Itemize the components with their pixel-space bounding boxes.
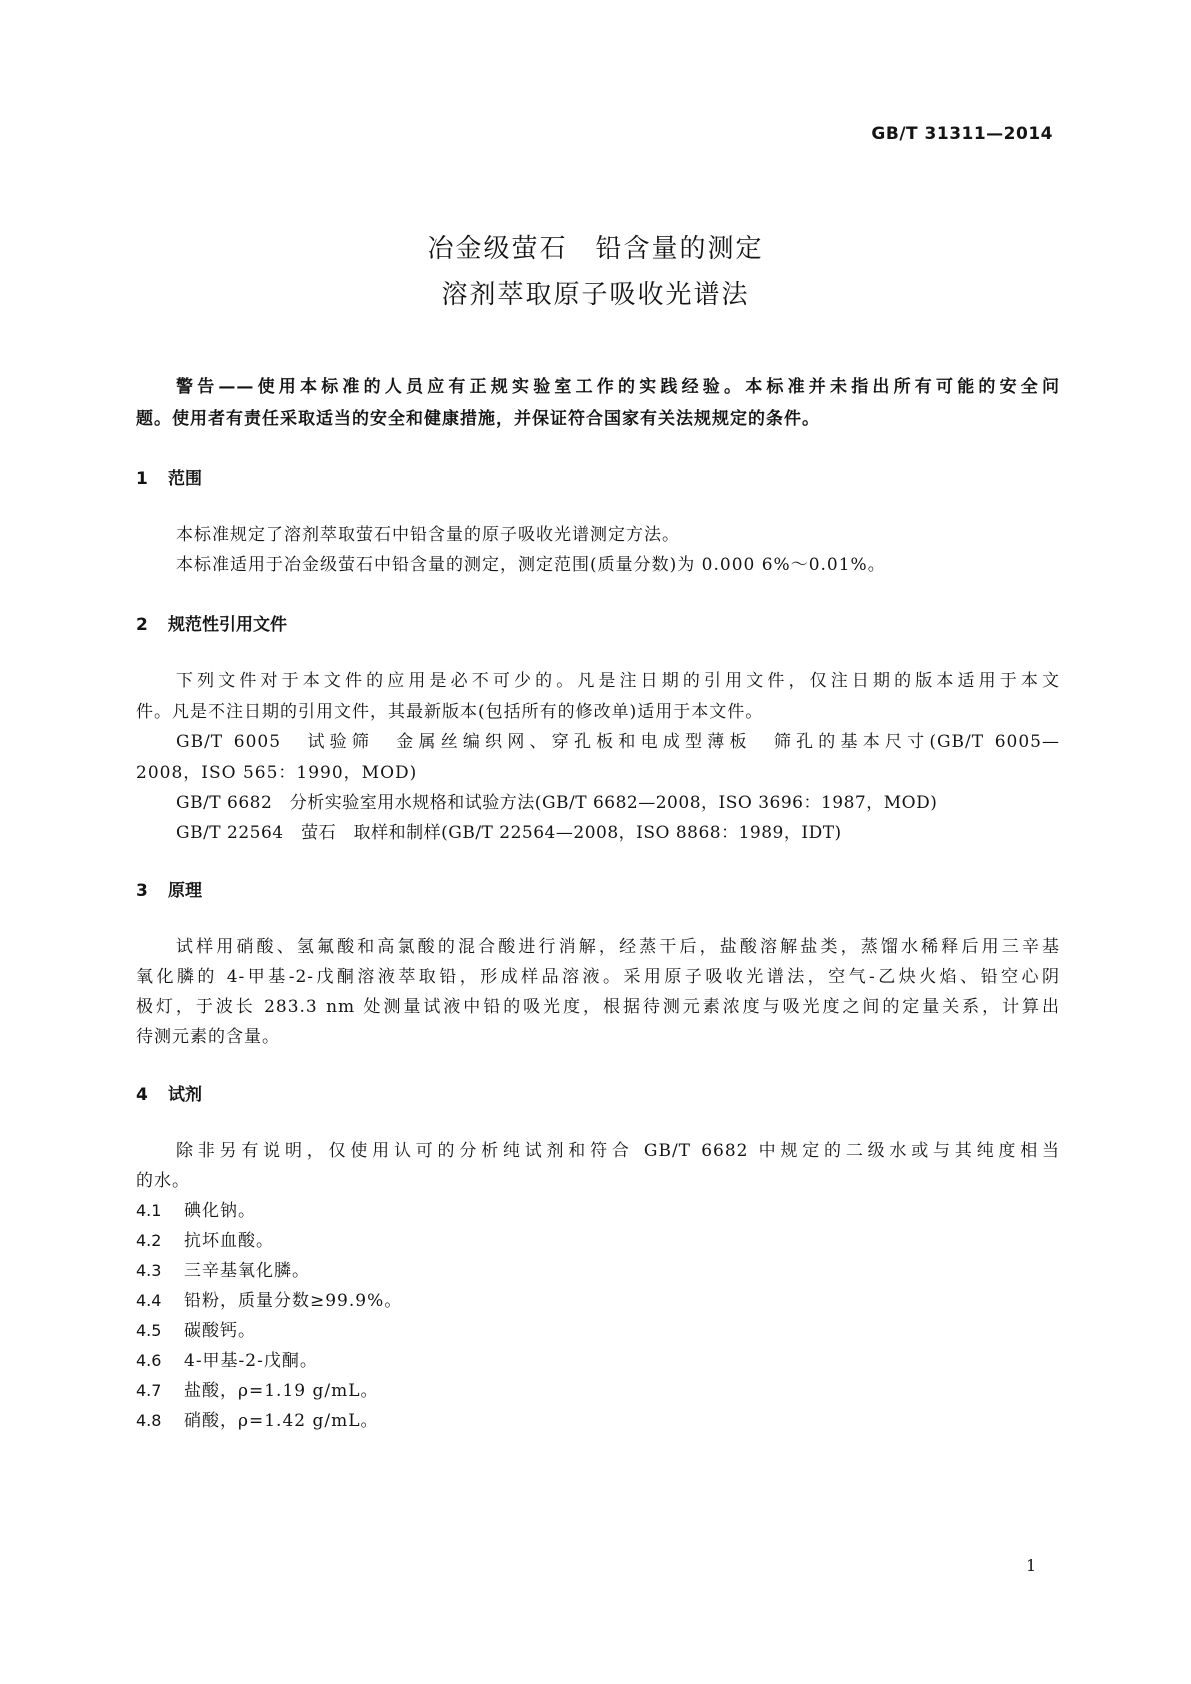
reagent-item: [136, 1346, 318, 1371]
section-3-heading: [136, 876, 202, 901]
section-2-paragraph-line1: 下列文件对于本文件的应用是必不可少的。凡是注日期的引用文件，仅注日期的版本适用于本文: [176, 671, 1060, 691]
section-4-heading: [136, 1080, 202, 1105]
reagent-text: 铅粉，质量分数≥99.9%。: [184, 1291, 403, 1311]
reagent-number: 4.1: [136, 1201, 162, 1220]
section-4-intro-line2: 的水。: [136, 1171, 190, 1191]
section-title: 原理: [168, 881, 202, 901]
section-number: 2: [136, 615, 148, 635]
reagent-text: 碳酸钙。: [184, 1321, 256, 1341]
reagent-item: [136, 1376, 379, 1401]
reagent-text: 盐酸，ρ=1.19 g/mL。: [184, 1381, 379, 1401]
section-3-line4: 待测元素的含量。: [136, 1027, 280, 1047]
section-3-line1: 试样用硝酸、氢氟酸和高氯酸的混合酸进行消解，经蒸干后，盐酸溶解盐类，蒸馏水稀释后用三辛基: [176, 937, 1060, 957]
section-title: 试剂: [168, 1085, 202, 1105]
reagent-number: 4.6: [136, 1351, 162, 1370]
reagent-item: [136, 1406, 379, 1431]
reagent-text: 4-甲基-2-戊酮。: [184, 1351, 318, 1371]
standard-code: GB/T 31311—2014: [871, 124, 1053, 144]
reference-gbt6005-line2: 2008，ISO 565：1990，MOD): [136, 763, 418, 783]
document-title-line1: 冶金级萤石 铅含量的测定: [427, 234, 764, 264]
warning-line1: 警告——使用本标准的人员应有正规实验室工作的实践经验。本标准并未指出所有可能的安全问: [176, 377, 1060, 397]
warning-line2: 题。使用者有责任采取适当的安全和健康措施，并保证符合国家有关法规规定的条件。: [136, 409, 820, 429]
reagent-text: 抗坏血酸。: [184, 1231, 274, 1251]
reference-gbt6005-line1: GB/T 6005 试验筛 金属丝编织网、穿孔板和电成型薄板 筛孔的基本尺寸(GB/T 6005—: [176, 732, 1060, 752]
reagent-item: [136, 1256, 310, 1281]
reagent-item: [136, 1286, 402, 1311]
page-number: 1: [1026, 1556, 1037, 1575]
reagent-number: 4.3: [136, 1261, 162, 1280]
section-2-heading: [136, 610, 287, 635]
reagent-number: 4.4: [136, 1291, 162, 1310]
reagent-text: 硝酸，ρ=1.42 g/mL。: [184, 1411, 379, 1431]
reagent-number: 4.2: [136, 1231, 162, 1250]
section-4-intro-line1: 除非另有说明，仅使用认可的分析纯试剂和符合 GB/T 6682 中规定的二级水或与其纯度相当: [176, 1141, 1060, 1161]
reagent-item: [136, 1316, 256, 1341]
reagent-item: [136, 1226, 274, 1251]
reagent-number: 4.5: [136, 1321, 162, 1340]
section-1-paragraph-1: 本标准规定了溶剂萃取萤石中铅含量的原子吸收光谱测定方法。: [176, 525, 680, 545]
reference-gbt22564: GB/T 22564 萤石 取样和制样(GB/T 22564—2008，ISO 8868：1989，IDT): [176, 823, 842, 843]
section-number: 1: [136, 469, 148, 489]
reagent-number: 4.8: [136, 1411, 162, 1430]
reagent-number: 4.7: [136, 1381, 162, 1400]
section-1-heading: [136, 464, 202, 489]
reagent-item: [136, 1196, 256, 1221]
reagent-text: 碘化钠。: [184, 1201, 256, 1221]
section-number: 3: [136, 881, 148, 901]
document-title-line2: 溶剂萃取原子吸收光谱法: [441, 280, 750, 310]
section-title: 范围: [168, 469, 202, 489]
section-3-line2: 氧化膦的 4-甲基-2-戊酮溶液萃取铅，形成样品溶液。采用原子吸收光谱法，空气-乙炔火焰、铅空心阴: [136, 967, 1060, 987]
reagent-text: 三辛基氧化膦。: [184, 1261, 310, 1281]
section-number: 4: [136, 1085, 148, 1105]
section-2-paragraph-line2: 件。凡是不注日期的引用文件，其最新版本(包括所有的修改单)适用于本文件。: [136, 702, 764, 722]
section-1-paragraph-2: 本标准适用于冶金级萤石中铅含量的测定，测定范围(质量分数)为 0.000 6%～0.01%。: [176, 555, 886, 575]
section-3-line3: 极灯，于波长 283.3 nm 处测量试液中铅的吸光度，根据待测元素浓度与吸光度之间的定量关系，计算出: [136, 997, 1060, 1017]
reference-gbt6682: GB/T 6682 分析实验室用水规格和试验方法(GB/T 6682—2008，ISO 3696：1987，MOD): [176, 793, 938, 813]
section-title: 规范性引用文件: [168, 615, 287, 635]
